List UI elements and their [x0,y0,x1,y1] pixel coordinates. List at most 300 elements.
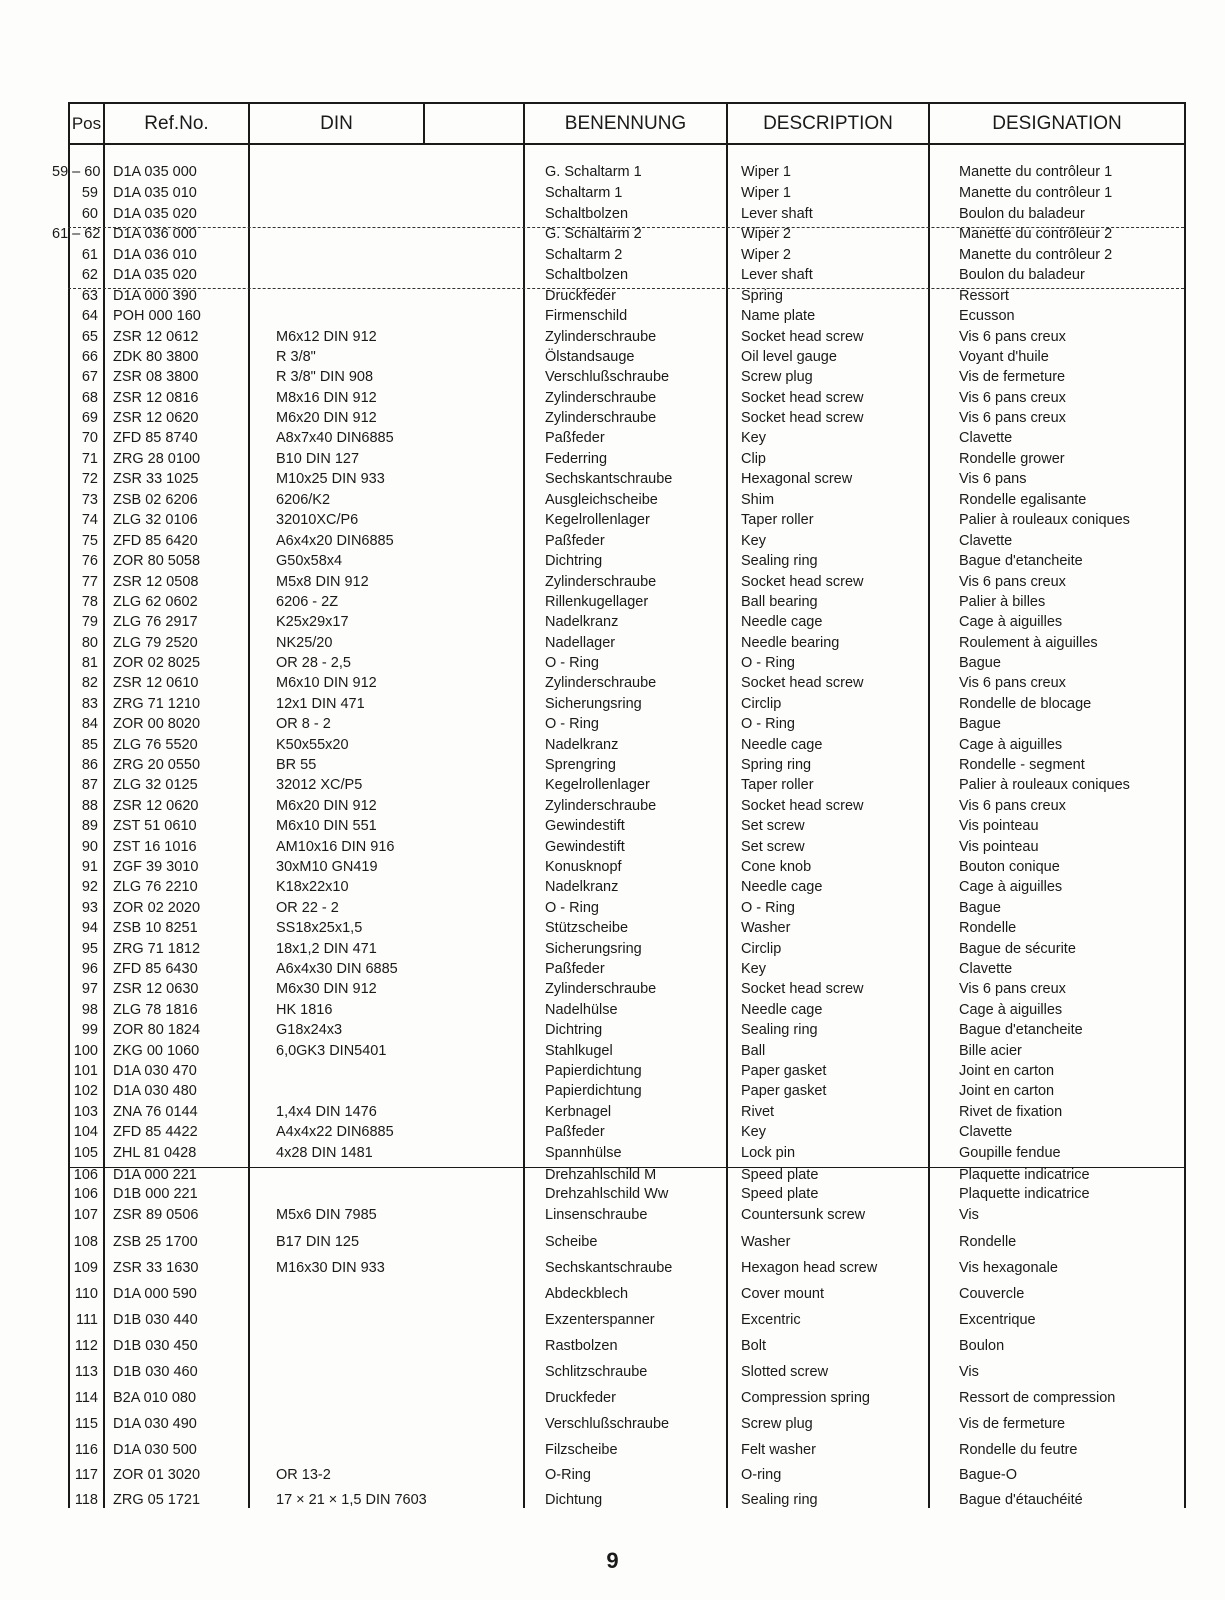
row-din: 18x1,2 DIN 471 [276,941,377,957]
row-benennung: Druckfeder [545,288,616,304]
row-pos: 62 [81,267,98,283]
row-benennung: Verschlußschraube [545,369,670,385]
row-ref-no: D1A 036 010 [113,247,197,263]
table-row [0,1258,1225,1278]
row-benennung: Kegelrollenlager [545,512,650,528]
row-description: Cover mount [741,1286,825,1302]
row-ref-no: ZSR 12 0508 [113,574,199,590]
row-benennung: Rastbolzen [545,1338,618,1354]
row-ref-no: D1A 030 480 [113,1083,197,1099]
row-pos: 63 [81,288,98,304]
row-designation: Clavette [959,430,1013,446]
table-row [0,735,1225,755]
table-row [0,959,1225,979]
row-designation: Vis 6 pans creux [959,798,1066,814]
row-ref-no: ZSR 12 0630 [113,981,199,997]
table-row [0,510,1225,530]
row-designation: Cage à aiguilles [959,614,1063,630]
row-din: OR 22 - 2 [276,900,339,916]
row-designation: Boulon du baladeur [959,206,1085,222]
table-row [0,449,1225,469]
table-row [0,1102,1225,1122]
row-pos: 86 [81,757,98,773]
row-description: Socket head screw [741,981,864,997]
row-benennung: Dichtring [545,1022,603,1038]
row-pos: 59 – 60 [52,164,101,180]
row-benennung: O - Ring [545,716,599,732]
row-designation: Vis [959,1207,979,1223]
row-pos: 108 [73,1234,98,1250]
row-designation: Manette du contrôleur 2 [959,247,1113,263]
row-description: Key [741,1124,766,1140]
table-row [0,1205,1225,1225]
table-row [0,1490,1225,1510]
header-designation: DESIGNATION [992,113,1122,134]
row-ref-no: ZFD 85 4422 [113,1124,198,1140]
row-designation: Plaquette indicatrice [959,1186,1090,1202]
row-din: A6x4x30 DIN 6885 [276,961,398,977]
row-benennung: Zylinderschraube [545,981,657,997]
row-ref-no: ZRG 28 0100 [113,451,201,467]
row-ref-no: ZRG 05 1721 [113,1492,201,1508]
row-designation: Clavette [959,533,1013,549]
row-designation: Bouton conique [959,859,1060,875]
row-designation: Plaquette indicatrice [959,1167,1090,1183]
row-designation: Vis pointeau [959,818,1039,834]
row-description: Needle bearing [741,635,840,651]
row-benennung: Dichtring [545,553,603,569]
row-description: O - Ring [741,655,795,671]
row-designation: Vis 6 pans creux [959,981,1066,997]
row-din: 1,4x4 DIN 1476 [276,1104,377,1120]
row-designation: Rondelle egalisante [959,492,1087,508]
table-row [0,1336,1225,1356]
row-din: OR 28 - 2,5 [276,655,351,671]
row-designation: Manette du contrôleur 2 [959,226,1113,242]
row-benennung: Paßfeder [545,533,605,549]
row-ref-no: ZFD 85 6430 [113,961,198,977]
row-ref-no: ZSB 02 6206 [113,492,198,508]
row-din: NK25/20 [276,635,333,651]
row-ref-no: ZSB 10 8251 [113,920,198,936]
row-benennung: Ausgleichscheibe [545,492,658,508]
row-ref-no: D1A 000 221 [113,1167,197,1183]
row-description: Socket head screw [741,390,864,406]
row-pos: 97 [81,981,98,997]
table-row [0,408,1225,428]
row-benennung: Exzenterspanner [545,1312,655,1328]
row-ref-no: ZSR 12 0816 [113,390,199,406]
row-description: Wiper 1 [741,185,791,201]
row-description: Clip [741,451,766,467]
row-description: Needle cage [741,1002,823,1018]
table-row [0,857,1225,877]
row-description: Sealing ring [741,553,818,569]
row-pos: 61 [81,247,98,263]
row-description: Washer [741,920,791,936]
row-din: 6206 - 2Z [276,594,339,610]
row-din: M6x20 DIN 912 [276,410,377,426]
row-description: Wiper 2 [741,247,791,263]
row-designation: Rondelle - segment [959,757,1085,773]
row-designation: Rondelle de blocage [959,696,1092,712]
row-pos: 112 [74,1338,98,1354]
row-designation: Bague de sécurite [959,941,1076,957]
row-ref-no: ZOR 80 1824 [113,1022,201,1038]
row-ref-no: ZLG 76 2210 [113,879,198,895]
row-ref-no: ZOR 02 8025 [113,655,201,671]
row-pos: 110 [74,1286,98,1302]
row-description: Washer [741,1234,791,1250]
row-pos: 66 [81,349,98,365]
row-description: Circlip [741,696,782,712]
row-pos: 80 [81,635,98,651]
row-pos: 72 [81,471,98,487]
row-din: R 3/8" DIN 908 [276,369,374,385]
table-row [0,1041,1225,1061]
table-row [0,306,1225,326]
row-din: 30xM10 GN419 [276,859,378,875]
row-ref-no: D1A 036 000 [113,226,197,242]
row-description: Sealing ring [741,1492,818,1508]
din-extra-divider [423,102,425,144]
row-pos: 107 [73,1207,98,1223]
row-ref-no: ZLG 62 0602 [113,594,198,610]
row-din: M6x30 DIN 912 [276,981,377,997]
row-benennung: Zylinderschraube [545,798,657,814]
row-ref-no: ZLG 32 0125 [113,777,198,793]
row-pos: 74 [81,512,98,528]
row-ref-no: ZST 16 1016 [113,839,197,855]
row-pos: 69 [81,410,98,426]
table-row [0,1284,1225,1304]
table-row [0,714,1225,734]
row-description: Key [741,961,766,977]
header-description: DESCRIPTION [763,113,893,134]
table-row [0,898,1225,918]
row-designation: Palier à billes [959,594,1046,610]
row-pos: 83 [81,696,98,712]
header-pos: Pos [71,114,102,133]
row-designation: Goupille fendue [959,1145,1061,1161]
row-din: A4x4x22 DIN6885 [276,1124,394,1140]
row-description: Key [741,430,766,446]
row-benennung: Paßfeder [545,961,605,977]
row-benennung: Nadelkranz [545,614,619,630]
row-description: Needle cage [741,614,823,630]
row-benennung: Filzscheibe [545,1442,618,1458]
row-description: Spring ring [741,757,812,773]
table-row [0,162,1225,182]
header-ref-no: Ref.No. [144,113,209,134]
row-ref-no: ZLG 78 1816 [113,1002,198,1018]
row-pos: 67 [81,369,98,385]
row-ref-no: ZFD 85 6420 [113,533,198,549]
row-ref-no: ZKG 00 1060 [113,1043,200,1059]
row-pos: 115 [74,1416,98,1432]
row-benennung: Schaltarm 2 [545,247,623,263]
row-ref-no: D1A 035 020 [113,267,197,283]
row-din: OR 8 - 2 [276,716,331,732]
row-description: Socket head screw [741,329,864,345]
row-din: 12x1 DIN 471 [276,696,365,712]
row-description: Sealing ring [741,1022,818,1038]
row-ref-no: ZST 51 0610 [113,818,197,834]
row-ref-no: ZRG 71 1210 [113,696,201,712]
row-description: Circlip [741,941,782,957]
table-row [0,183,1225,203]
table-row [0,347,1225,367]
row-ref-no: B2A 010 080 [113,1390,197,1406]
row-benennung: Spannhülse [545,1145,622,1161]
row-description: Speed plate [741,1186,819,1202]
row-designation: Vis de fermeture [959,369,1066,385]
row-designation: Cage à aiguilles [959,879,1063,895]
row-description: Socket head screw [741,675,864,691]
table-row [0,1184,1225,1204]
row-ref-no: ZDK 80 3800 [113,349,199,365]
row-pos: 84 [81,716,98,732]
row-benennung: Drehzahlschild M [545,1167,657,1183]
row-designation: Cage à aiguilles [959,1002,1063,1018]
table-row [0,286,1225,306]
row-benennung: Ölstandsauge [545,349,635,365]
row-ref-no: ZOR 80 5058 [113,553,201,569]
table-row [0,694,1225,714]
row-designation: Bague d'etancheite [959,1022,1083,1038]
row-benennung: Gewindestift [545,818,625,834]
row-ref-no: ZOR 01 3020 [113,1467,201,1483]
row-ref-no: ZHL 81 0428 [113,1145,197,1161]
row-pos: 75 [81,533,98,549]
row-description: Paper gasket [741,1063,827,1079]
row-benennung: Rillenkugellager [545,594,649,610]
row-description: Speed plate [741,1167,819,1183]
row-ref-no: ZSB 25 1700 [113,1234,198,1250]
row-ref-no: ZSR 12 0612 [113,329,199,345]
row-description: O - Ring [741,716,795,732]
table-row [0,327,1225,347]
row-ref-no: D1B 000 221 [113,1186,198,1202]
row-description: Bolt [741,1338,766,1354]
row-pos: 118 [74,1492,98,1508]
row-designation: Voyant d'huile [959,349,1049,365]
row-description: Socket head screw [741,798,864,814]
row-benennung: Kerbnagel [545,1104,612,1120]
row-description: Spring [741,288,783,304]
row-description: Rivet [741,1104,775,1120]
row-designation: Rondelle [959,1234,1017,1250]
row-designation: Vis 6 pans creux [959,574,1066,590]
row-pos: 87 [81,777,98,793]
row-description: Slotted screw [741,1364,829,1380]
row-description: Taper roller [741,777,814,793]
row-benennung: O-Ring [545,1467,591,1483]
table-row [0,1081,1225,1101]
row-din: M6x20 DIN 912 [276,798,377,814]
row-pos: 101 [73,1063,98,1079]
row-designation: Excentrique [959,1312,1036,1328]
row-benennung: Drehzahlschild Ww [545,1186,669,1202]
row-designation: Bague d'étauchéité [959,1492,1083,1508]
row-pos: 116 [74,1442,98,1458]
row-ref-no: ZSR 12 0620 [113,798,199,814]
row-din: M6x10 DIN 551 [276,818,377,834]
row-description: Shim [741,492,775,508]
row-ref-no: ZLG 76 5520 [113,737,198,753]
row-designation: Rondelle [959,920,1017,936]
row-description: Lock pin [741,1145,796,1161]
row-ref-no: D1A 035 020 [113,206,197,222]
row-ref-no: D1A 030 500 [113,1442,197,1458]
row-benennung: Paßfeder [545,1124,605,1140]
row-benennung: Zylinderschraube [545,390,657,406]
table-row [0,204,1225,224]
row-ref-no: ZGF 39 3010 [113,859,199,875]
table-row [0,1388,1225,1408]
row-din: M5x8 DIN 912 [276,574,369,590]
row-din: 4x28 DIN 1481 [276,1145,373,1161]
table-row [0,1020,1225,1040]
table-row [0,224,1225,244]
row-designation: Vis 6 pans creux [959,675,1066,691]
row-designation: Cage à aiguilles [959,737,1063,753]
row-benennung: G. Schaltarm 1 [545,164,642,180]
row-benennung: Sechskantschraube [545,1260,673,1276]
row-benennung: Sprengring [545,757,616,773]
table-row [0,551,1225,571]
row-designation: Vis [959,1364,979,1380]
table-row [0,245,1225,265]
row-din: 32012 XC/P5 [276,777,363,793]
row-din: A6x4x20 DIN6885 [276,533,394,549]
header-din: DIN [320,113,353,134]
row-ref-no: ZLG 32 0106 [113,512,198,528]
row-pos: 102 [73,1083,98,1099]
header-benennung: BENENNUNG [564,113,687,134]
table-row [0,1465,1225,1485]
row-designation: Joint en carton [959,1083,1055,1099]
row-designation: Vis 6 pans creux [959,390,1066,406]
row-pos: 103 [73,1104,98,1120]
row-benennung: Gewindestift [545,839,625,855]
table-row [0,1165,1225,1185]
row-ref-no: ZNA 76 0144 [113,1104,198,1120]
row-description: O-ring [741,1467,782,1483]
row-benennung: Nadellager [545,635,616,651]
row-ref-no: ZOR 00 8020 [113,716,201,732]
table-row [0,633,1225,653]
row-description: Paper gasket [741,1083,827,1099]
row-designation: Bague [959,655,1001,671]
row-pos: 89 [81,818,98,834]
row-description: Set screw [741,818,805,834]
row-description: Name plate [741,308,816,324]
row-description: Wiper 2 [741,226,791,242]
row-benennung: Dichtung [545,1492,603,1508]
row-designation: Clavette [959,1124,1013,1140]
row-description: Screw plug [741,1416,813,1432]
row-benennung: Papierdichtung [545,1063,642,1079]
row-benennung: Zylinderschraube [545,410,657,426]
row-pos: 106 [73,1167,98,1183]
row-benennung: Kegelrollenlager [545,777,650,793]
row-pos: 85 [81,737,98,753]
row-designation: Palier à rouleaux coniques [959,777,1130,793]
table-row [0,1310,1225,1330]
row-pos: 92 [81,879,98,895]
row-ref-no: ZSR 89 0506 [113,1207,199,1223]
row-benennung: Scheibe [545,1234,598,1250]
row-din: SS18x25x1,5 [276,920,363,936]
row-pos: 98 [81,1002,98,1018]
row-benennung: Nadelkranz [545,879,619,895]
row-description: Hexagonal screw [741,471,853,487]
table-row [0,572,1225,592]
row-pos: 99 [81,1022,98,1038]
row-din: M8x16 DIN 912 [276,390,377,406]
row-benennung: Schlitzschraube [545,1364,648,1380]
row-din: 32010XC/P6 [276,512,359,528]
row-ref-no: D1B 030 460 [113,1364,198,1380]
row-pos: 109 [73,1260,98,1276]
row-benennung: O - Ring [545,900,599,916]
row-benennung: Konusknopf [545,859,622,875]
table-row [0,653,1225,673]
table-row [0,979,1225,999]
table-row [0,939,1225,959]
row-benennung: Zylinderschraube [545,675,657,691]
row-benennung: Druckfeder [545,1390,616,1406]
table-row [0,775,1225,795]
table-row [0,918,1225,938]
row-description: Cone knob [741,859,812,875]
row-din: M6x12 DIN 912 [276,329,377,345]
row-benennung: Sicherungsring [545,696,642,712]
row-pos: 90 [81,839,98,855]
row-description: Lever shaft [741,267,813,283]
row-din: OR 13-2 [276,1467,331,1483]
table-row [0,490,1225,510]
row-pos: 93 [81,900,98,916]
row-din: K18x22x10 [276,879,349,895]
row-din: B17 DIN 125 [276,1234,360,1250]
row-pos: 105 [73,1145,98,1161]
row-pos: 73 [81,492,98,508]
row-description: O - Ring [741,900,795,916]
row-ref-no: POH 000 160 [113,308,201,324]
row-benennung: G. Schaltarm 2 [545,226,642,242]
row-benennung: Firmenschild [545,308,628,324]
table-row [0,877,1225,897]
row-designation: Vis pointeau [959,839,1039,855]
row-designation: Bague-O [959,1467,1018,1483]
table-row [0,367,1225,387]
row-designation: Manette du contrôleur 1 [959,185,1113,201]
row-designation: Boulon [959,1338,1005,1354]
row-pos: 64 [81,308,98,324]
row-description: Hexagon head screw [741,1260,878,1276]
row-ref-no: ZSR 33 1025 [113,471,199,487]
row-designation: Rivet de fixation [959,1104,1063,1120]
row-pos: 78 [81,594,98,610]
row-ref-no: D1A 000 390 [113,288,197,304]
row-benennung: Sicherungsring [545,941,642,957]
row-designation: Rondelle grower [959,451,1065,467]
row-pos: 82 [81,675,98,691]
row-benennung: Stützscheibe [545,920,629,936]
row-benennung: Verschlußschraube [545,1416,670,1432]
